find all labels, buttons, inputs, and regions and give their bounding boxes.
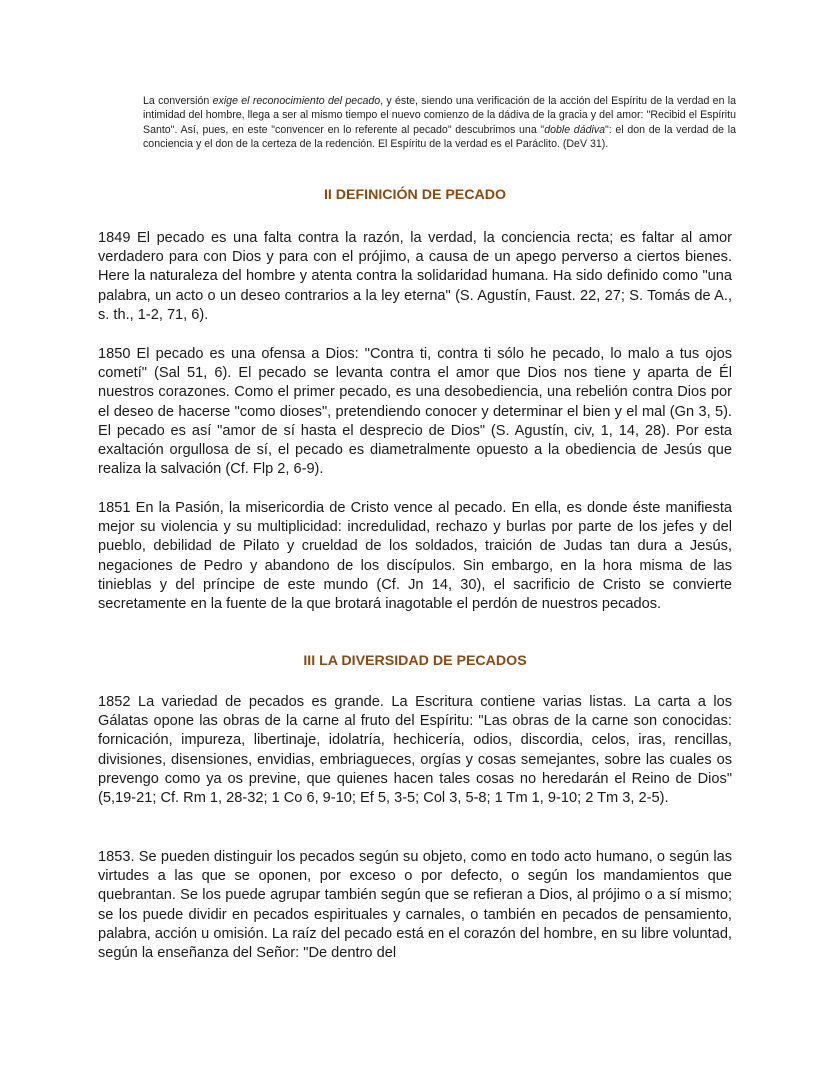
intro-text-2: , y éste, siendo una verificación de la acción del Espíritu de la verdad en la intimidad del hombre, llega a ser al mismo tiempo el nuevo comienzo de la dádiva de la gracia y del amor: "Recibid el Espíritu Santo". Así, pues, en este "convencer en lo referente al pecado" descubrimos una " [143, 95, 737, 136]
intro-text-3: ": el don de la verdad de la conciencia y el don de la certeza de la redención. El Espíritu de la verdad es el Paráclito. (DeV 31). [143, 123, 736, 150]
paragraph-1853: 1853. Se pueden distinguir los pecados según su objeto, como en todo acto humano, o según las virtudes a las que se oponen, por exceso o por defecto, o según los mandamientos que quebrantan. Se los puede agrupar también según que se refieran a Dios, al prójimo o a sí mismo; se los puede dividir en pecados espirituales y carnales, o también en pecados de pensamiento, palabra, acción u omisión. La raíz del pecado está en el corazón del hombre, en su libre voluntad, según la enseñanza del Señor: "De dentro del [98, 849, 732, 962]
intro-quote [143, 94, 736, 151]
section-heading-diversidad: III LA DIVERSIDAD DE PECADOS [303, 653, 527, 669]
intro-emphasis-2: doble dádiva [544, 123, 606, 136]
paragraph-1850: 1850 El pecado es una ofensa a Dios: "Contra ti, contra ti sólo he pecado, lo malo a tus ojos cometí" (Sal 51, 6). El pecado se levanta contra el amor que Dios nos tiene y aparta de Él nuestros corazones. Como el primer pecado, es una desobediencia, una rebelión contra Dios por el deseo de hacerse "como dioses", pretendiendo conocer y determinar el bien y el mal (Gn 3, 5). El pecado es así "amor de sí hasta el desprecio de Dios" (S. Agustín, civ, 1, 14, 28). Por esta exaltación orgullosa de sí, el pecado es diametralmente opuesto a la obediencia de Jesús que realiza la salvación (Cf. Flp 2, 6-9). [98, 346, 732, 478]
intro-text-1: La conversión [143, 95, 213, 107]
paragraph-1849: 1849 El pecado es una falta contra la razón, la verdad, la conciencia recta; es faltar al amor verdadero para con Dios y para con el prójimo, a causa de un apego perverso a ciertos bienes. Here la naturaleza del hombre y atenta contra la solidaridad humana. Ha sido definido como "una palabra, un acto o un deseo contrarios a la ley eterna" (S. Agustín, Faust. 22, 27; S. Tomás de A., s. th., 1-2, 71, 6). [98, 230, 732, 323]
section-heading-definicion: II DEFINICIÓN DE PECADO [323, 187, 507, 203]
intro-emphasis-1: exige el reconocimiento del pecado [212, 95, 381, 107]
paragraph-1852: 1852 La variedad de pecados es grande. La Escritura contiene varias listas. La carta a los Gálatas opone las obras de la carne al fruto del Espíritu: "Las obras de la carne son conocidas: fornicación, impureza, libertinaje, idolatría, hechicería, odios, discordia, celos, iras, rencillas, divisiones, disensiones, envidias, embriagueces, orgías y cosas semejantes, sobre las cuales os prevengo como ya os previne, que quienes hacen tales cosas no heredarán el Reino de Dios" (5,19-21; Cf. Rm 1, 28-32; 1 Co 6, 9-10; Ef 5, 3-5; Col 3, 5-8; 1 Tm 1, 9-10; 2 Tm 3, 2-5). [98, 694, 732, 807]
paragraph-1851: 1851 En la Pasión, la misericordia de Cristo vence al pecado. En ella, es donde éste manifiesta mejor su violencia y su multiplicidad: incredulidad, rechazo y burlas por parte de los jefes y del pueblo, debilidad de Pilato y crueldad de los soldados, traición de Judas tan dura a Jesús, negaciones de Pedro y abandono de los discípulos. Sin embargo, en la hora misma de las tinieblas y del príncipe de este mundo (Cf. Jn 14, 30), el sacrificio de Cristo se convierte secretamente en la fuente de la que brotará inagotable el perdón de nuestros pecados. [98, 500, 732, 613]
